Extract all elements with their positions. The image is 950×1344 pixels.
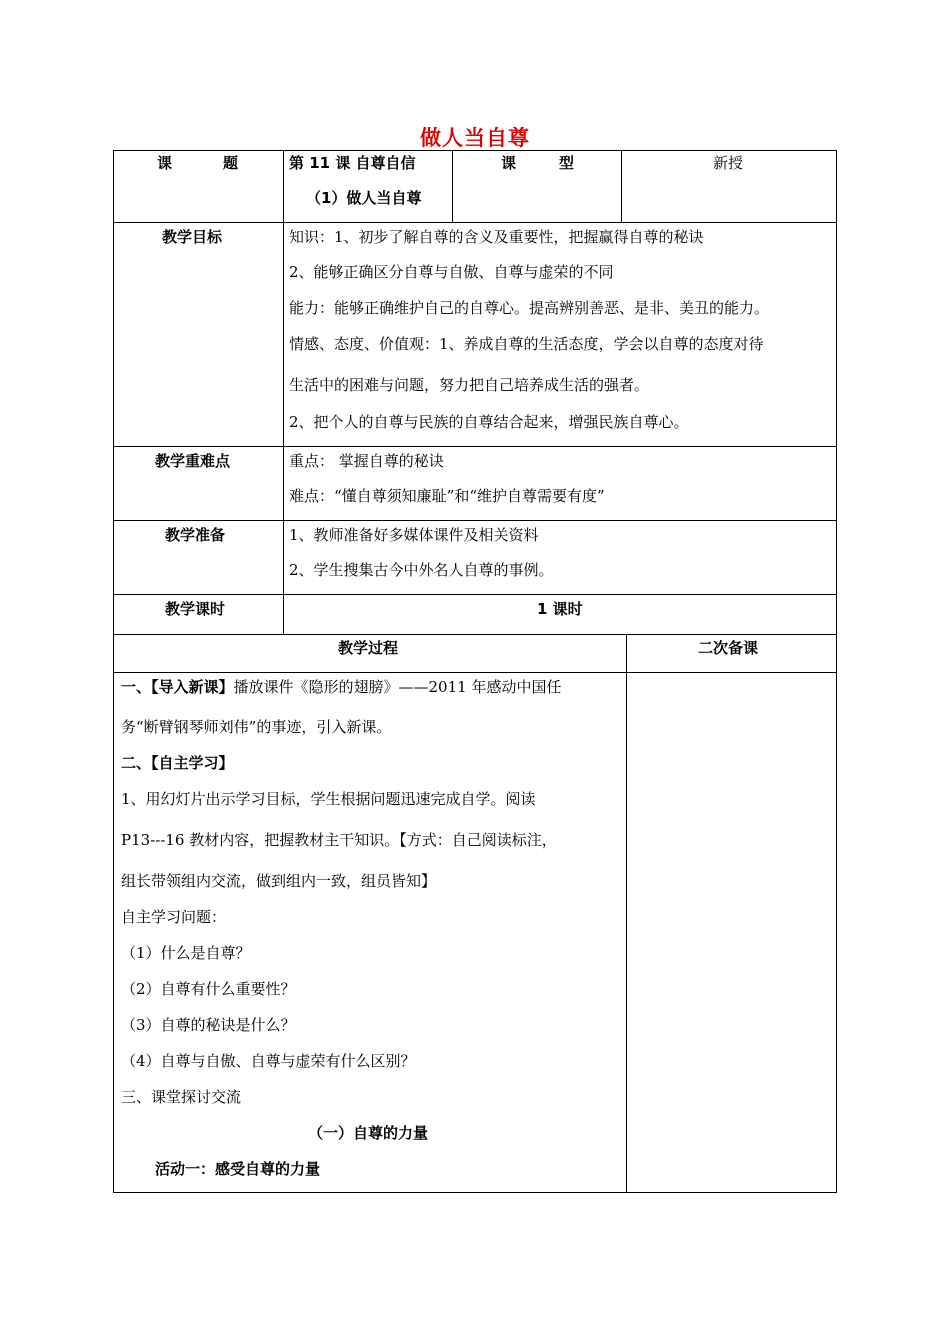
objective-line: 2、把个人的自尊与民族的自尊结合起来，增强民族自尊心。 xyxy=(289,413,689,431)
objective-line: 知识：1、初步了解自尊的含义及重要性，把握赢得自尊的秘诀 xyxy=(289,228,704,246)
paragraph-line xyxy=(121,831,557,849)
paragraph-segment: P13---16 教材内容，把握教材主干知识。 xyxy=(121,831,400,849)
question-item: （4）自尊与自傲、自尊与虚荣有什么区别？ xyxy=(121,1052,416,1070)
row-divider xyxy=(113,446,837,447)
question-item: （3）自尊的秘诀是什么？ xyxy=(121,1016,296,1034)
preparation-label: 教学准备 xyxy=(165,526,226,544)
table-border-left xyxy=(113,150,114,1193)
objective-line: 情感、态度、价值观：1、养成自尊的生活态度，学会以自尊的态度对待 xyxy=(289,335,764,353)
paragraph-line: 组长带领组内交流，做到组内一致，组员皆知】 xyxy=(121,872,437,890)
hours-value: 1 课时 xyxy=(537,600,583,618)
preparation-line: 1、教师准备好多媒体课件及相关资料 xyxy=(289,526,539,544)
row-divider xyxy=(113,594,837,595)
activity-title: 活动一：感受自尊的力量 xyxy=(155,1160,321,1178)
row-divider xyxy=(113,634,837,635)
intro-text: 播放课件《隐形的翅膀》——2011 年感动中国任 xyxy=(233,678,562,696)
row-divider xyxy=(113,520,837,521)
hours-label: 教学课时 xyxy=(165,600,226,618)
column-divider xyxy=(621,150,622,222)
column-divider xyxy=(452,150,453,222)
key-point-line: 难点：“懂自尊须知廉耻”和“维护自尊需要有度” xyxy=(289,487,605,505)
table-border-bottom xyxy=(113,1192,837,1193)
process-label: 教学过程 xyxy=(338,639,399,657)
question-item: （2）自尊有什么重要性？ xyxy=(121,980,296,998)
subsection-title: （一）自尊的力量 xyxy=(308,1124,429,1142)
key-point-line: 重点： 掌握自尊的秘诀 xyxy=(289,452,444,470)
document-title: 做人当自尊 xyxy=(420,126,530,150)
paragraph-line: 1、用幻灯片出示学习目标，学生根据问题迅速完成自学。阅读 xyxy=(121,790,536,808)
row-divider xyxy=(113,222,837,223)
objectives-label: 教学目标 xyxy=(162,228,223,246)
question-item: （1）什么是自尊？ xyxy=(121,944,251,962)
type-label-char-2: 型 xyxy=(559,154,575,172)
intro-line-2: 务“断臂钢琴师刘伟”的事迹，引入新课。 xyxy=(121,718,392,736)
table-border-top xyxy=(113,150,837,151)
lesson-plan-table xyxy=(113,150,837,1193)
paragraph-segment: 【方式：自己阅读标注， xyxy=(399,831,557,849)
intro-line-1 xyxy=(121,678,561,696)
key-points-label: 教学重难点 xyxy=(155,452,231,470)
column-divider xyxy=(283,150,284,634)
topic-line-1: 第 11 课 自尊自信 xyxy=(289,154,416,172)
section-self-study: 二、【自主学习】 xyxy=(121,754,234,772)
notes-label: 二次备课 xyxy=(698,639,759,657)
preparation-line: 2、学生搜集古今中外名人自尊的事例。 xyxy=(289,561,554,579)
objective-line: 生活中的困难与问题，努力把自己培养成生活的强者。 xyxy=(289,376,650,394)
topic-label-char-1: 课 xyxy=(157,154,173,172)
intro-heading: 一、【导入新课】 xyxy=(121,678,234,696)
type-value: 新授 xyxy=(713,154,744,172)
type-label-char-1: 课 xyxy=(501,154,517,172)
objective-line: 能力：能够正确维护自己的自尊心。提高辨别善恶、是非、美丑的能力。 xyxy=(289,299,770,317)
column-divider xyxy=(626,634,627,1192)
questions-title: 自主学习问题： xyxy=(121,908,227,926)
objective-line: 2、能够正确区分自尊与自傲、自尊与虚荣的不同 xyxy=(289,263,614,281)
section-discussion: 三、课堂探讨交流 xyxy=(121,1088,242,1106)
row-divider xyxy=(113,672,837,673)
topic-label-char-2: 题 xyxy=(223,154,239,172)
topic-line-2: （1）做人当自尊 xyxy=(306,189,422,207)
table-border-right xyxy=(836,150,837,1193)
